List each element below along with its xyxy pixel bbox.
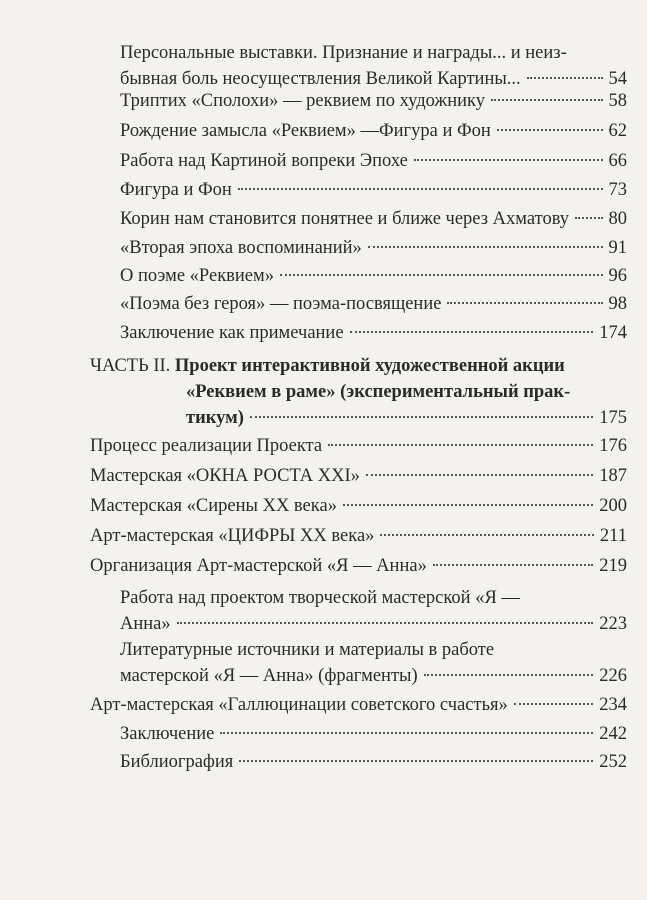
toc-entry-text: Работа над Картиной вопреки Эпохе: [120, 151, 408, 171]
toc-entry-text: Арт-мастерская «Галлюцинации советского счастья»: [90, 695, 508, 715]
toc-page-number: 96: [608, 266, 627, 286]
toc-entry-text: Работа над проектом творческой мастерской «Я —: [120, 588, 520, 608]
toc-entry: [120, 40, 627, 92]
leader-dots: [177, 622, 594, 624]
toc-page-number: 242: [599, 724, 627, 744]
toc-page-number: 80: [608, 209, 627, 229]
toc-entry: [90, 493, 627, 519]
toc-entry: [120, 235, 627, 261]
toc-part-heading: [90, 353, 627, 431]
toc-entry-text: Мастерская «Сирены XX века»: [90, 496, 337, 516]
leader-dots: [447, 302, 602, 304]
toc-entry-text: Рождение замысла «Реквием» —Фигура и Фон: [120, 121, 491, 141]
toc-page-number: 98: [608, 294, 627, 314]
leader-dots: [328, 444, 593, 446]
toc-entry: [90, 463, 627, 489]
toc-page-number: 175: [599, 408, 627, 428]
toc-page-number: 226: [599, 666, 627, 686]
toc-page-number: 234: [599, 695, 627, 715]
leader-dots: [238, 188, 603, 190]
toc-entry-text: Заключение: [120, 724, 215, 744]
leader-dots: [239, 760, 593, 762]
toc-entry: [120, 749, 627, 775]
leader-dots: [491, 99, 603, 101]
toc-entry-text: Литературные источники и материалы в работе: [120, 640, 495, 660]
toc-entry-text: Процесс реализации Проекта: [90, 436, 323, 456]
part-title-line: Проект интерактивной художественной акции: [174, 356, 565, 376]
toc-page-number: 174: [599, 323, 627, 343]
toc-entry: [120, 585, 627, 637]
toc-entry: [120, 118, 627, 144]
toc-entry-text: Корин нам становится понятнее и ближе через Ахматову: [120, 209, 570, 229]
toc-entry: [90, 433, 627, 459]
toc-entry-text: «Поэма без героя» — поэма-посвящение: [120, 294, 442, 314]
toc-page-number: 91: [608, 238, 627, 258]
leader-dots: [368, 246, 603, 248]
toc-entry-text: «Вторая эпоха воспоминаний»: [120, 238, 362, 258]
toc-page-number: 187: [599, 466, 627, 486]
toc-entry-text: О поэме «Реквием»: [120, 266, 274, 286]
toc-page-number: 66: [608, 151, 627, 171]
leader-dots: [380, 534, 594, 536]
toc-entry: [90, 523, 627, 549]
part-title-line: «Реквием в раме» (экспериментальный прак-: [186, 382, 571, 402]
toc-page-number: 58: [608, 91, 627, 111]
toc-entry: [120, 88, 627, 114]
toc-page-number: 252: [599, 752, 627, 772]
leader-dots: [424, 674, 594, 676]
leader-dots: [497, 129, 603, 131]
toc-entry-text: Фигура и Фон: [120, 180, 232, 200]
toc-entry-text: Заключение как примечание: [120, 323, 344, 343]
toc-page-number: 211: [599, 526, 627, 546]
leader-dots: [250, 416, 593, 418]
toc-entry-text: Библиография: [120, 752, 234, 772]
toc-entry: [120, 320, 627, 346]
leader-dots: [575, 217, 602, 219]
part-prefix: ЧАСТЬ II.: [90, 356, 171, 376]
leader-dots: [414, 159, 603, 161]
toc-entry-text: Персональные выставки. Признание и награды... и неиз-: [120, 43, 567, 63]
leader-dots: [220, 732, 593, 734]
part-title-line: тикум): [186, 408, 244, 428]
toc-entry: [120, 148, 627, 174]
toc-entry: [120, 206, 627, 232]
toc-page-number: 73: [608, 180, 627, 200]
toc-page-number: 176: [599, 436, 627, 456]
toc-entry: [120, 721, 627, 747]
toc-entry: [120, 291, 627, 317]
toc-entry: [90, 553, 627, 579]
toc-entry-text: бывная боль неосуществления Великой Картины...: [120, 69, 521, 89]
leader-dots: [433, 564, 593, 566]
toc-page-number: 219: [599, 556, 627, 576]
toc-page-number: 62: [608, 121, 627, 141]
toc-entry-text: Арт-мастерская «ЦИФРЫ XX века»: [90, 526, 375, 546]
toc-page-number: 200: [599, 496, 627, 516]
toc-entry-text: Организация Арт-мастерской «Я — Анна»: [90, 556, 427, 576]
leader-dots: [527, 77, 603, 79]
toc-entry: [120, 637, 627, 689]
leader-dots: [366, 474, 593, 476]
toc-entry: [120, 263, 627, 289]
toc-entry: [120, 177, 627, 203]
toc-entry: [90, 692, 627, 718]
leader-dots: [350, 331, 594, 333]
toc-entry-text: Триптих «Сполохи» — реквием по художнику: [120, 91, 485, 111]
leader-dots: [280, 274, 603, 276]
toc-entry-text: мастерской «Я — Анна» (фрагменты): [120, 666, 418, 686]
toc-page-number: 54: [608, 69, 627, 89]
toc-entry-text: Анна»: [120, 614, 171, 634]
toc-page-number: 223: [599, 614, 627, 634]
leader-dots: [514, 703, 593, 705]
toc-entry-text: Мастерская «ОКНА РОСТА XXI»: [90, 466, 360, 486]
leader-dots: [343, 504, 593, 506]
